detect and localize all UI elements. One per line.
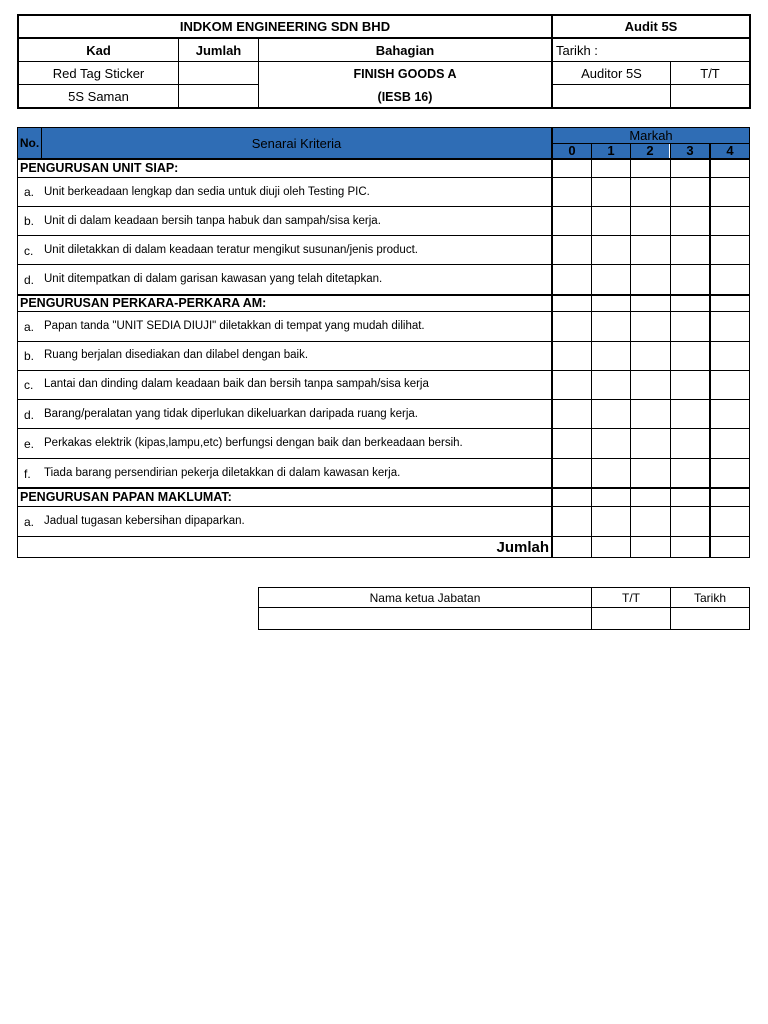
- criterion-text: Ruang berjalan disediakan dan dilabel dengan baik.: [44, 348, 309, 361]
- criterion-text: Unit berkeadaan lengkap dan sedia untuk diuji oleh Testing PIC.: [44, 185, 370, 198]
- markah-header: Markah: [629, 128, 673, 143]
- criterion-text: Unit diletakkan di dalam keadaan teratur mengikut susunan/jenis product.: [44, 243, 418, 256]
- saman-count-field[interactable]: [179, 85, 258, 107]
- section-unit-siap: PENGURUSAN UNIT SIAP:: [20, 161, 179, 175]
- saman-label: 5S Saman: [68, 88, 129, 104]
- senarai-kriteria-header: Senarai Kriteria: [251, 135, 342, 151]
- criterion-text: Lantai dan dinding dalam keadaan baik dan bersih tanpa sampah/sisa kerja: [44, 377, 429, 390]
- nama-ketua-label: Nama ketua Jabatan: [369, 590, 481, 605]
- score-header-4: 4: [726, 143, 734, 158]
- criterion-letter: a.: [24, 515, 35, 529]
- criterion-letter: c.: [24, 244, 34, 258]
- signoff-signature-field[interactable]: [592, 608, 670, 629]
- criterion-letter: b.: [24, 214, 35, 228]
- criterion-text: Perkakas elektrik (kipas,lampu,etc) berfungsi dengan baik dan berkeadaan bersih.: [44, 436, 463, 449]
- red-tag-count-field[interactable]: [179, 62, 258, 84]
- criterion-text: Unit di dalam keadaan bersih tanpa habuk dan sampah/sisa kerja.: [44, 214, 381, 227]
- criterion-text: Barang/peralatan yang tidak diperlukan dikeluarkan daripada ruang kerja.: [44, 407, 418, 420]
- score-header-2: 2: [646, 143, 654, 158]
- criterion-text: Tiada barang persendirian pekerja diletakkan di dalam kawasan kerja.: [44, 466, 401, 479]
- section-papan-maklumat: PENGURUSAN PAPAN MAKLUMAT:: [20, 490, 232, 504]
- tarikh-label: Tarikh :: [556, 42, 598, 58]
- bahagian-value-line2: (IESB 16): [377, 90, 433, 104]
- auditor-signature-field[interactable]: [671, 85, 749, 107]
- criterion-letter: a.: [24, 320, 35, 334]
- criterion-letter: c.: [24, 378, 34, 392]
- criterion-letter: a.: [24, 184, 35, 199]
- company-name: INDKOM ENGINEERING SDN BHD: [179, 19, 391, 34]
- signoff-tarikh-label: Tarikh: [693, 590, 726, 605]
- tt-label: T/T: [700, 65, 720, 81]
- no-header: No.: [19, 136, 40, 150]
- criterion-letter: d.: [24, 273, 35, 287]
- criterion-letter: f.: [24, 467, 31, 481]
- score-header-1: 1: [607, 143, 615, 158]
- criterion-text: Unit ditempatkan di dalam garisan kawasan yang telah ditetapkan.: [44, 273, 383, 285]
- criterion-text: Jadual tugasan kebersihan dipaparkan.: [44, 514, 245, 527]
- score-header-3: 3: [686, 143, 694, 158]
- jumlah-label: Jumlah: [195, 42, 242, 58]
- bahagian-value-line1: FINISH GOODS A: [353, 67, 457, 81]
- signoff-tt-label: T/T: [622, 590, 640, 605]
- kad-label: Kad: [86, 42, 111, 58]
- criterion-text: Papan tanda "UNIT SEDIA DIUJI" diletakkan di tempat yang mudah dilihat.: [44, 319, 425, 332]
- red-tag-sticker-label: Red Tag Sticker: [52, 65, 145, 81]
- score-header-0: 0: [568, 143, 576, 158]
- nama-ketua-field[interactable]: [259, 608, 591, 629]
- section-perkara-am: PENGURUSAN PERKARA-PERKARA AM:: [20, 296, 267, 310]
- criterion-letter: e.: [24, 437, 35, 451]
- jumlah-total-label: Jumlah: [496, 538, 549, 556]
- auditor-name-field[interactable]: [553, 85, 670, 107]
- audit-title: Audit 5S: [624, 19, 678, 34]
- criterion-letter: b.: [24, 349, 35, 363]
- auditor-label: Auditor 5S: [581, 65, 642, 81]
- bahagian-label: Bahagian: [375, 42, 435, 58]
- criterion-letter: d.: [24, 408, 35, 422]
- signoff-date-field[interactable]: [671, 608, 749, 629]
